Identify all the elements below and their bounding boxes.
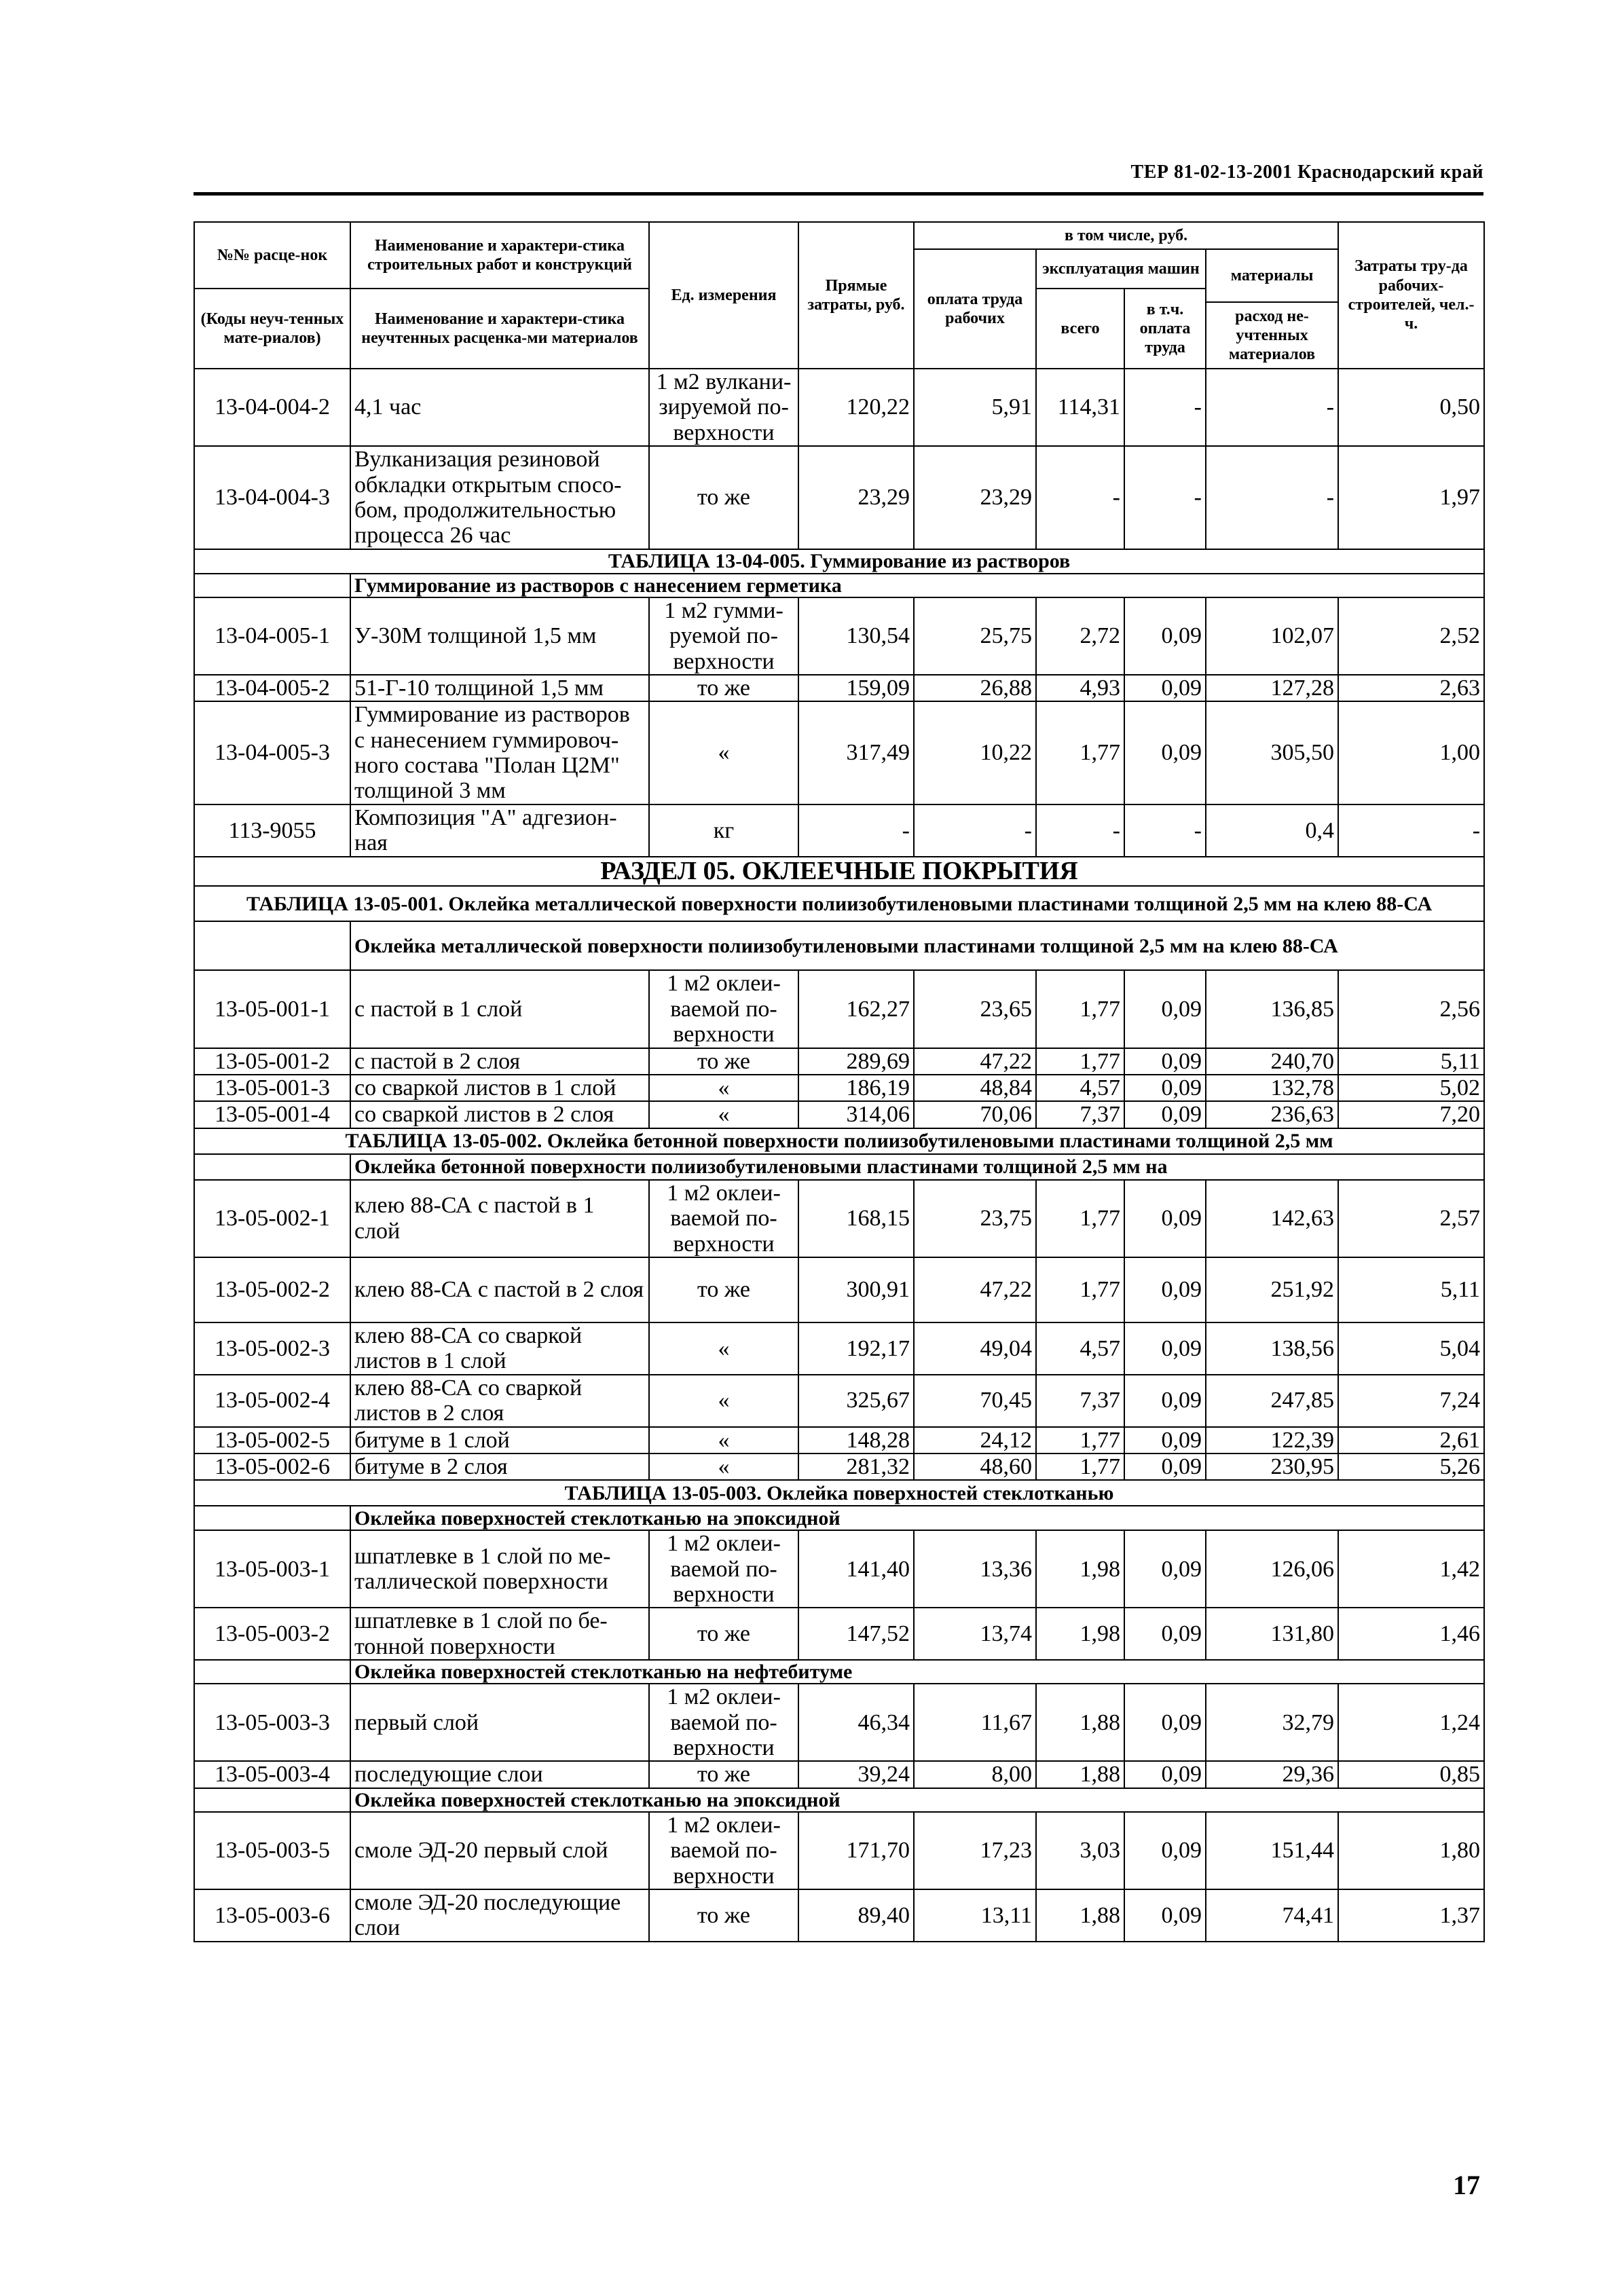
rate-unit: кг xyxy=(649,804,798,857)
rate-code: 13-05-003-2 xyxy=(194,1608,350,1660)
table-title-row xyxy=(194,1480,1484,1506)
labor-value: 0,85 xyxy=(1338,1761,1484,1788)
machines-total: 7,37 xyxy=(1036,1101,1124,1128)
direct-costs: 23,29 xyxy=(798,446,914,549)
materials-value: 247,85 xyxy=(1206,1375,1338,1427)
wages-value: 70,06 xyxy=(914,1101,1036,1128)
machines-total: 114,31 xyxy=(1036,369,1124,446)
rate-unit: то же xyxy=(649,1048,798,1075)
rate-code: 113-9055 xyxy=(194,804,350,857)
wages-value: 49,04 xyxy=(914,1322,1036,1375)
machines-total: 1,77 xyxy=(1036,970,1124,1048)
header-unit: Ед. измерения xyxy=(649,222,798,369)
rate-name: Гуммирование из растворов с нанесением гуммировоч-ного состава "Полан Ц2М" толщиной 3 мм xyxy=(350,701,649,804)
rate-name: клею 88-СА со сваркой листов в 1 слой xyxy=(350,1322,649,1375)
direct-costs: 289,69 xyxy=(798,1048,914,1075)
direct-costs: 162,27 xyxy=(798,970,914,1048)
machines-total: 3,03 xyxy=(1036,1812,1124,1889)
materials-value: 136,85 xyxy=(1206,970,1338,1048)
direct-costs: 147,52 xyxy=(798,1608,914,1660)
rate-code: 13-05-003-1 xyxy=(194,1530,350,1608)
labor-value: 1,42 xyxy=(1338,1530,1484,1608)
rate-name: шпатлевке в 1 слой по ме-таллической поверхности xyxy=(350,1530,649,1608)
direct-costs: 120,22 xyxy=(798,369,914,446)
header-materials: материалы xyxy=(1206,249,1338,302)
wages-value: 13,11 xyxy=(914,1889,1036,1942)
labor-value: 1,00 xyxy=(1338,701,1484,804)
rate-unit: 1 м2 оклеи-ваемой по-верхности xyxy=(649,1684,798,1761)
table-row xyxy=(194,1322,1484,1375)
direct-costs: 130,54 xyxy=(798,597,914,675)
machines-wages: - xyxy=(1124,446,1206,549)
table-row xyxy=(194,369,1484,446)
machines-total: 4,57 xyxy=(1036,1075,1124,1101)
rate-unit: то же xyxy=(649,1761,798,1788)
table-row xyxy=(194,446,1484,549)
rate-name: первый слой xyxy=(350,1684,649,1761)
direct-costs: 159,09 xyxy=(798,675,914,701)
labor-value: 2,56 xyxy=(1338,970,1484,1048)
wages-value: 70,45 xyxy=(914,1375,1036,1427)
wages-value: 23,65 xyxy=(914,970,1036,1048)
subgroup-row xyxy=(194,921,1484,970)
machines-total: 1,77 xyxy=(1036,1427,1124,1453)
wages-value: - xyxy=(914,804,1036,857)
machines-wages: 0,09 xyxy=(1124,1180,1206,1257)
subgroup-row xyxy=(194,1506,1484,1530)
materials-value: 32,79 xyxy=(1206,1684,1338,1761)
rate-name: клею 88-СА со сваркой листов в 2 слоя xyxy=(350,1375,649,1427)
rate-code: 13-05-002-5 xyxy=(194,1427,350,1453)
rate-unit: « xyxy=(649,1101,798,1128)
rate-code: 13-05-002-2 xyxy=(194,1257,350,1322)
subgroup-row xyxy=(194,1660,1484,1684)
labor-value: 2,63 xyxy=(1338,675,1484,701)
machines-wages: 0,09 xyxy=(1124,1375,1206,1427)
wages-value: 23,75 xyxy=(914,1180,1036,1257)
table-row xyxy=(194,675,1484,701)
subgroup-title: Оклейка поверхностей стеклотканью на нефтебитуме xyxy=(350,1660,1484,1684)
rate-code: 13-04-005-2 xyxy=(194,675,350,701)
direct-costs: 39,24 xyxy=(798,1761,914,1788)
machines-wages: 0,09 xyxy=(1124,1322,1206,1375)
direct-costs: 46,34 xyxy=(798,1684,914,1761)
rate-code: 13-05-001-2 xyxy=(194,1048,350,1075)
materials-value: 142,63 xyxy=(1206,1180,1338,1257)
labor-value: 7,24 xyxy=(1338,1375,1484,1427)
wages-value: 48,84 xyxy=(914,1075,1036,1101)
direct-costs: 89,40 xyxy=(798,1889,914,1942)
machines-total: - xyxy=(1036,446,1124,549)
materials-value: 138,56 xyxy=(1206,1322,1338,1375)
machines-wages: - xyxy=(1124,369,1206,446)
table-body xyxy=(194,369,1484,1942)
rate-code: 13-04-004-2 xyxy=(194,369,350,446)
materials-value: 126,06 xyxy=(1206,1530,1338,1608)
table-title: ТАБЛИЦА 13-05-003. Оклейка поверхностей стеклотканью xyxy=(194,1480,1484,1506)
labor-value: 1,24 xyxy=(1338,1684,1484,1761)
machines-total: 1,77 xyxy=(1036,1180,1124,1257)
materials-value: 251,92 xyxy=(1206,1257,1338,1322)
machines-wages: - xyxy=(1124,804,1206,857)
direct-costs: 171,70 xyxy=(798,1812,914,1889)
materials-value: - xyxy=(1206,446,1338,549)
rate-code: 13-05-003-4 xyxy=(194,1761,350,1788)
wages-value: 5,91 xyxy=(914,369,1036,446)
table-row xyxy=(194,1453,1484,1480)
table-row xyxy=(194,1530,1484,1608)
machines-wages: 0,09 xyxy=(1124,675,1206,701)
table-row xyxy=(194,1101,1484,1128)
rate-code: 13-05-002-6 xyxy=(194,1453,350,1480)
table-title: ТАБЛИЦА 13-04-005. Гуммирование из растворов xyxy=(194,549,1484,574)
direct-costs: 317,49 xyxy=(798,701,914,804)
materials-value: 0,4 xyxy=(1206,804,1338,857)
table-row xyxy=(194,1684,1484,1761)
machines-total: 1,98 xyxy=(1036,1530,1124,1608)
machines-wages: 0,09 xyxy=(1124,1048,1206,1075)
table-row xyxy=(194,1812,1484,1889)
wages-value: 48,60 xyxy=(914,1453,1036,1480)
labor-value: 5,04 xyxy=(1338,1322,1484,1375)
rate-code: 13-05-001-1 xyxy=(194,970,350,1048)
rate-unit: « xyxy=(649,1322,798,1375)
machines-total: 1,88 xyxy=(1036,1761,1124,1788)
page-number: 17 xyxy=(1453,2170,1480,2200)
header-including: в том числе, руб. xyxy=(914,222,1338,249)
table-row xyxy=(194,1048,1484,1075)
table-title: ТАБЛИЦА 13-05-001. Оклейка металлической поверхности полиизобутиленовыми пластинами толщиной 2,5 мм на клею 88-СА xyxy=(194,886,1484,921)
labor-value: - xyxy=(1338,804,1484,857)
rate-code: 13-05-003-5 xyxy=(194,1812,350,1889)
rate-code: 13-04-005-1 xyxy=(194,597,350,675)
machines-total: 1,88 xyxy=(1036,1889,1124,1942)
machines-wages: 0,09 xyxy=(1124,1530,1206,1608)
rate-name: со сваркой листов в 2 слоя xyxy=(350,1101,649,1128)
machines-wages: 0,09 xyxy=(1124,1453,1206,1480)
rate-code: 13-04-005-3 xyxy=(194,701,350,804)
rate-unit: 1 м2 оклеи-ваемой по-верхности xyxy=(649,1180,798,1257)
empty-cell xyxy=(194,1660,350,1684)
machines-total: 1,77 xyxy=(1036,1048,1124,1075)
rate-unit: 1 м2 оклеи-ваемой по-верхности xyxy=(649,1812,798,1889)
wages-value: 24,12 xyxy=(914,1427,1036,1453)
table-row xyxy=(194,1180,1484,1257)
rate-code: 13-05-002-4 xyxy=(194,1375,350,1427)
machines-wages: 0,09 xyxy=(1124,1257,1206,1322)
machines-wages: 0,09 xyxy=(1124,1684,1206,1761)
rate-name: Композиция "А" адгезион-ная xyxy=(350,804,649,857)
wages-value: 8,00 xyxy=(914,1761,1036,1788)
table-row xyxy=(194,804,1484,857)
subgroup-title: Оклейка поверхностей стеклотканью на эпоксидной xyxy=(350,1788,1484,1812)
header-labor-costs: Затраты тру-да рабочих-строителей, чел.-ч. xyxy=(1338,222,1484,369)
rate-name: Вулканизация резиновой обкладки открытым спосо-бом, продолжительностью процесса 26 час xyxy=(350,446,649,549)
machines-total: 1,77 xyxy=(1036,701,1124,804)
rate-code: 13-05-002-1 xyxy=(194,1180,350,1257)
machines-wages: 0,09 xyxy=(1124,1889,1206,1942)
table-title-row xyxy=(194,886,1484,921)
rate-name: смоле ЭД-20 последующие слои xyxy=(350,1889,649,1942)
table-title: ТАБЛИЦА 13-05-002. Оклейка бетонной поверхности полиизобутиленовыми пластинами толщиной 2,5 мм xyxy=(194,1128,1484,1154)
table-title-row xyxy=(194,549,1484,574)
header-wages: оплата труда рабочих xyxy=(914,249,1036,369)
table-row xyxy=(194,597,1484,675)
header-direct-costs: Прямые затраты, руб. xyxy=(798,222,914,369)
empty-cell xyxy=(194,1788,350,1812)
empty-cell xyxy=(194,1506,350,1530)
table-row xyxy=(194,1427,1484,1453)
rate-name: клею 88-СА с пастой в 2 слоя xyxy=(350,1257,649,1322)
rate-code: 13-05-003-6 xyxy=(194,1889,350,1942)
rate-unit: « xyxy=(649,1453,798,1480)
rate-unit: « xyxy=(649,1427,798,1453)
rate-unit: 1 м2 оклеи-ваемой по-верхности xyxy=(649,1530,798,1608)
rate-name: У-30М толщиной 1,5 мм xyxy=(350,597,649,675)
machines-total: 4,93 xyxy=(1036,675,1124,701)
table-row xyxy=(194,1761,1484,1788)
rate-code: 13-05-001-3 xyxy=(194,1075,350,1101)
wages-value: 47,22 xyxy=(914,1257,1036,1322)
direct-costs: 314,06 xyxy=(798,1101,914,1128)
materials-value: 122,39 xyxy=(1206,1427,1338,1453)
labor-value: 5,02 xyxy=(1338,1075,1484,1101)
subgroup-title: Оклейка металлической поверхности полиизобутиленовыми пластинами толщиной 2,5 мм на клею 88-СА xyxy=(350,921,1484,970)
direct-costs: 186,19 xyxy=(798,1075,914,1101)
header-code-top: №№ расце-нок xyxy=(194,222,350,289)
wages-value: 13,36 xyxy=(914,1530,1036,1608)
subgroup-title: Оклейка поверхностей стеклотканью на эпоксидной xyxy=(350,1506,1484,1530)
rates-table xyxy=(193,221,1485,1942)
rate-name: со сваркой листов в 1 слой xyxy=(350,1075,649,1101)
machines-wages: 0,09 xyxy=(1124,1608,1206,1660)
wages-value: 47,22 xyxy=(914,1048,1036,1075)
header-code-bottom: (Коды неуч-тенных мате-риалов) xyxy=(194,289,350,369)
materials-value: 29,36 xyxy=(1206,1761,1338,1788)
table-row xyxy=(194,1257,1484,1322)
machines-wages: 0,09 xyxy=(1124,1761,1206,1788)
direct-costs: 168,15 xyxy=(798,1180,914,1257)
rate-code: 13-05-003-3 xyxy=(194,1684,350,1761)
rate-unit: 1 м2 гумми-руемой по-верхности xyxy=(649,597,798,675)
rate-unit: то же xyxy=(649,1608,798,1660)
header-machines-total: всего xyxy=(1036,289,1124,369)
materials-value: 127,28 xyxy=(1206,675,1338,701)
rate-name: с пастой в 2 слоя xyxy=(350,1048,649,1075)
table-title-row xyxy=(194,1128,1484,1154)
direct-costs: 300,91 xyxy=(798,1257,914,1322)
empty-cell xyxy=(194,574,350,597)
table-row xyxy=(194,1375,1484,1427)
rate-name: смоле ЭД-20 первый слой xyxy=(350,1812,649,1889)
rate-name: 51-Г-10 толщиной 1,5 мм xyxy=(350,675,649,701)
rate-unit: то же xyxy=(649,446,798,549)
direct-costs: 148,28 xyxy=(798,1427,914,1453)
table-header xyxy=(194,222,1484,369)
labor-value: 2,61 xyxy=(1338,1427,1484,1453)
empty-cell xyxy=(194,921,350,970)
rate-name: с пастой в 1 слой xyxy=(350,970,649,1048)
materials-value: 151,44 xyxy=(1206,1812,1338,1889)
machines-wages: 0,09 xyxy=(1124,1812,1206,1889)
direct-costs: - xyxy=(798,804,914,857)
machines-total: 1,88 xyxy=(1036,1684,1124,1761)
subgroup-row xyxy=(194,1154,1484,1180)
materials-value: 305,50 xyxy=(1206,701,1338,804)
rate-name: битуме в 2 слоя xyxy=(350,1453,649,1480)
rate-name: клею 88-СА с пастой в 1 слой xyxy=(350,1180,649,1257)
labor-value: 5,11 xyxy=(1338,1048,1484,1075)
wages-value: 23,29 xyxy=(914,446,1036,549)
rate-unit: то же xyxy=(649,1889,798,1942)
wages-value: 10,22 xyxy=(914,701,1036,804)
labor-value: 2,52 xyxy=(1338,597,1484,675)
rate-name: последующие слои xyxy=(350,1761,649,1788)
rate-code: 13-04-004-3 xyxy=(194,446,350,549)
table-row xyxy=(194,1075,1484,1101)
materials-value: 74,41 xyxy=(1206,1889,1338,1942)
labor-value: 1,97 xyxy=(1338,446,1484,549)
header-machines: эксплуатация машин xyxy=(1036,249,1206,289)
labor-value: 5,11 xyxy=(1338,1257,1484,1322)
header-name-bottom: Наименование и характери-стика неучтенных расценка-ми материалов xyxy=(350,289,649,369)
labor-value: 2,57 xyxy=(1338,1180,1484,1257)
rate-name: 4,1 час xyxy=(350,369,649,446)
rate-unit: « xyxy=(649,1375,798,1427)
machines-total: 1,77 xyxy=(1036,1257,1124,1322)
table-row xyxy=(194,1889,1484,1942)
rate-name: шпатлевке в 1 слой по бе-тонной поверхности xyxy=(350,1608,649,1660)
machines-wages: 0,09 xyxy=(1124,701,1206,804)
rate-unit: то же xyxy=(649,675,798,701)
machines-total: 1,77 xyxy=(1036,1453,1124,1480)
direct-costs: 325,67 xyxy=(798,1375,914,1427)
direct-costs: 192,17 xyxy=(798,1322,914,1375)
labor-value: 5,26 xyxy=(1338,1453,1484,1480)
machines-total: 7,37 xyxy=(1036,1375,1124,1427)
table-row xyxy=(194,1608,1484,1660)
header-materials-sub: расход не-учтенных материалов xyxy=(1206,302,1338,369)
subgroup-row xyxy=(194,574,1484,597)
materials-value: 132,78 xyxy=(1206,1075,1338,1101)
header-rule xyxy=(193,192,1483,196)
machines-total: - xyxy=(1036,804,1124,857)
subgroup-title: Оклейка бетонной поверхности полиизобутиленовыми пластинами толщиной 2,5 мм на xyxy=(350,1154,1484,1180)
labor-value: 1,46 xyxy=(1338,1608,1484,1660)
labor-value: 1,80 xyxy=(1338,1812,1484,1889)
direct-costs: 281,32 xyxy=(798,1453,914,1480)
header-name-top: Наименование и характери-стика строительных работ и конструкций xyxy=(350,222,649,289)
rate-unit: 1 м2 оклеи-ваемой по-верхности xyxy=(649,970,798,1048)
wages-value: 26,88 xyxy=(914,675,1036,701)
rate-code: 13-05-001-4 xyxy=(194,1101,350,1128)
machines-wages: 0,09 xyxy=(1124,970,1206,1048)
labor-value: 1,37 xyxy=(1338,1889,1484,1942)
section-title: РАЗДЕЛ 05. ОКЛЕЕЧНЫЕ ПОКРЫТИЯ xyxy=(194,857,1484,887)
rate-unit: « xyxy=(649,1075,798,1101)
rate-code: 13-05-002-3 xyxy=(194,1322,350,1375)
empty-cell xyxy=(194,1154,350,1180)
labor-value: 7,20 xyxy=(1338,1101,1484,1128)
header-machines-wages: в т.ч. оплата труда xyxy=(1124,289,1206,369)
rate-unit: 1 м2 вулкани-зируемой по-верхности xyxy=(649,369,798,446)
table-row xyxy=(194,701,1484,804)
materials-value: 240,70 xyxy=(1206,1048,1338,1075)
machines-wages: 0,09 xyxy=(1124,1075,1206,1101)
machines-wages: 0,09 xyxy=(1124,1101,1206,1128)
rate-name: битуме в 1 слой xyxy=(350,1427,649,1453)
machines-total: 2,72 xyxy=(1036,597,1124,675)
materials-value: 236,63 xyxy=(1206,1101,1338,1128)
wages-value: 25,75 xyxy=(914,597,1036,675)
machines-total: 4,57 xyxy=(1036,1322,1124,1375)
labor-value: 0,50 xyxy=(1338,369,1484,446)
materials-value: 131,80 xyxy=(1206,1608,1338,1660)
wages-value: 11,67 xyxy=(914,1684,1036,1761)
machines-wages: 0,09 xyxy=(1124,1427,1206,1453)
section-row xyxy=(194,857,1484,887)
wages-value: 17,23 xyxy=(914,1812,1036,1889)
table-row xyxy=(194,970,1484,1048)
machines-wages: 0,09 xyxy=(1124,597,1206,675)
wages-value: 13,74 xyxy=(914,1608,1036,1660)
document-header: ТЕР 81-02-13-2001 Краснодарский край xyxy=(1130,162,1483,183)
subgroup-title: Гуммирование из растворов с нанесением герметика xyxy=(350,574,1484,597)
rate-unit: « xyxy=(649,701,798,804)
subgroup-row xyxy=(194,1788,1484,1812)
machines-total: 1,98 xyxy=(1036,1608,1124,1660)
rate-unit: то же xyxy=(649,1257,798,1322)
materials-value: - xyxy=(1206,369,1338,446)
materials-value: 230,95 xyxy=(1206,1453,1338,1480)
direct-costs: 141,40 xyxy=(798,1530,914,1608)
materials-value: 102,07 xyxy=(1206,597,1338,675)
